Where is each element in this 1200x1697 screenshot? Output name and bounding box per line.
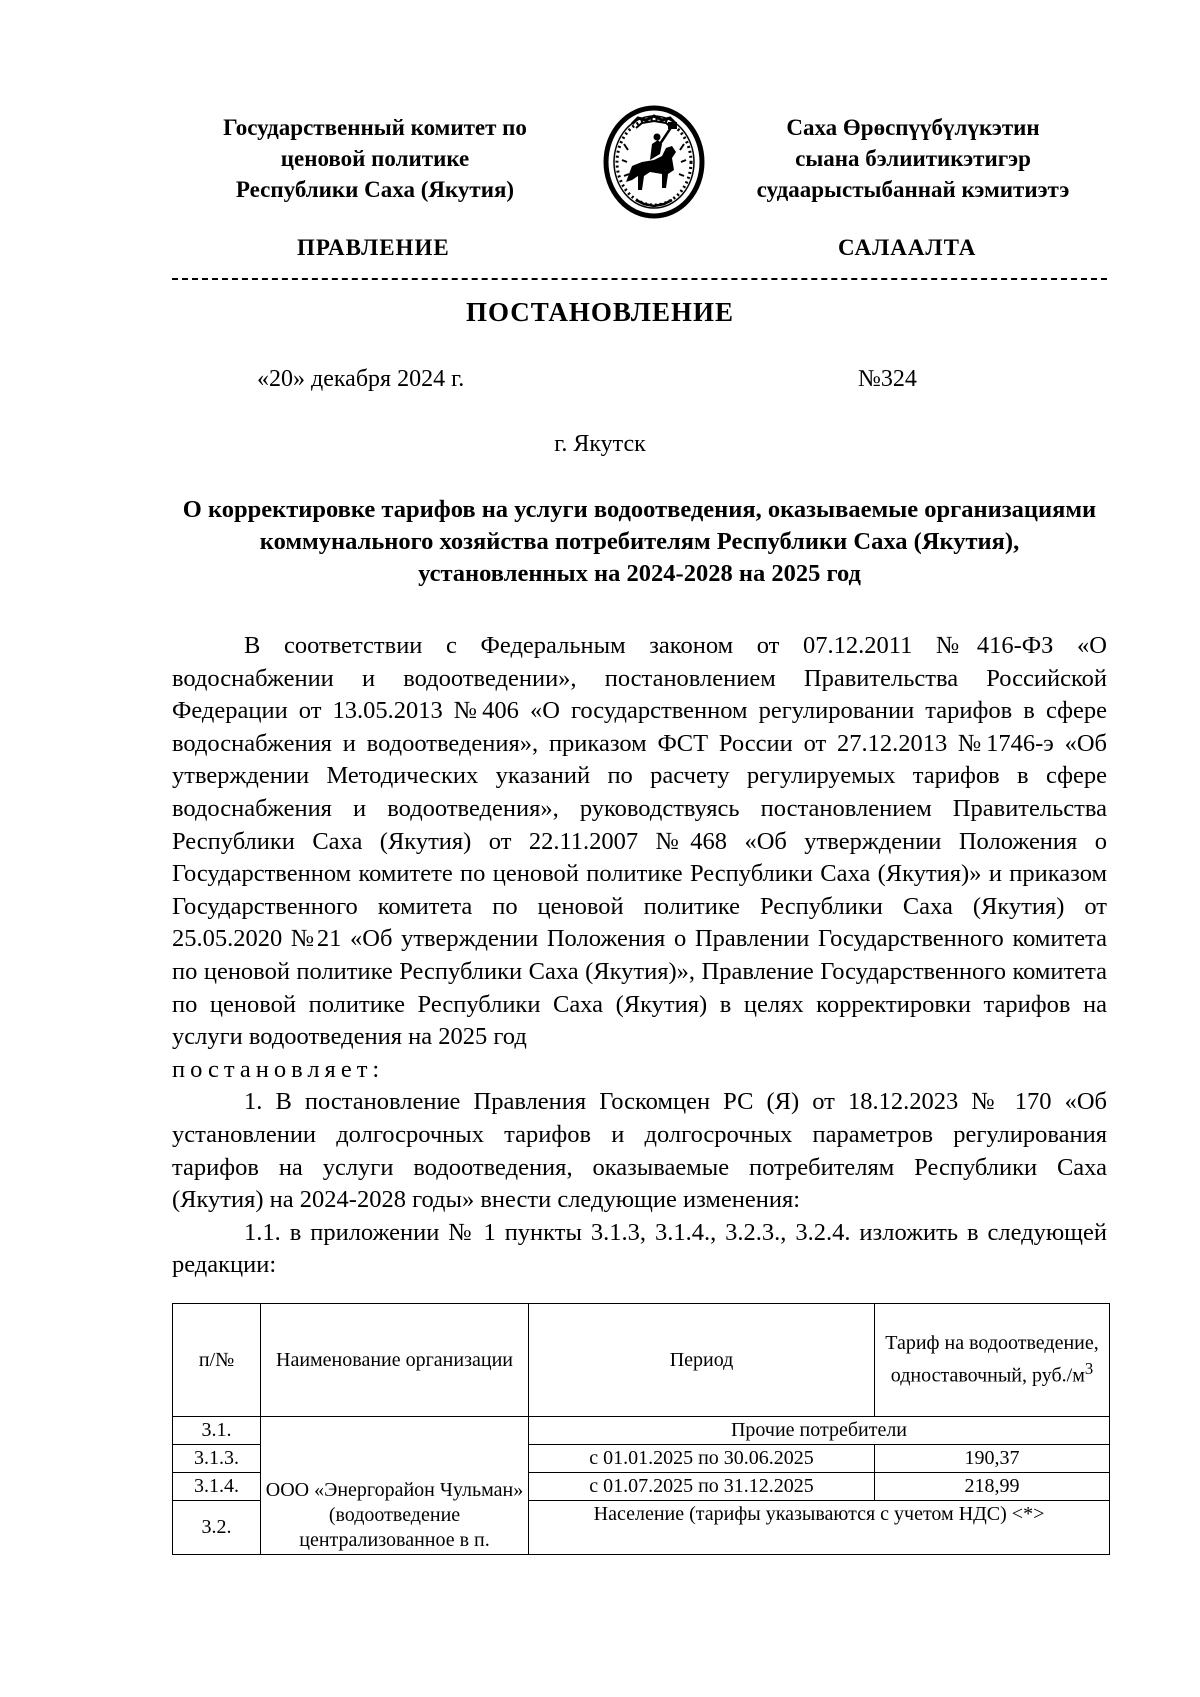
- header-russian: [180, 112, 570, 205]
- tariff-table: [172, 1303, 1110, 1555]
- document-title: ПОСТАНОВЛЕНИЕ: [465, 297, 735, 327]
- header-yakut-line-2: сыана бэлиитикэтигэр: [795, 146, 1031, 171]
- table-header-row: [173, 1304, 1110, 1417]
- header-russian-line-3: Республики Саха (Якутия): [235, 177, 515, 202]
- coat-of-arms-emblem: [602, 104, 706, 220]
- tariff-header-label: Тариф на водоотведение, одноставочный, руб./м: [885, 1332, 1099, 1387]
- header-yakut-line-1: Саха Өрөспүүбүлүкэтин: [786, 115, 1040, 140]
- row-number: 3.1.4.: [173, 1473, 261, 1501]
- header-cell-tariff: [875, 1304, 1110, 1417]
- preamble-paragraph: В соответствии с Федеральным законом от 07.12.2011 №416-ФЗ «О водоснабжении и водоотведении», постановлением Правительства Российской Федерации от 13.05.2013 №406 «О государственном регулировании тарифов в сфере водоснабжения и водоотведения», приказом ФСТ России от 27.12.2013 №1746-э «Об утверждении Методических указаний по расчету регулируемых тарифов в сфере водоснабжения и водоотведения», руководствуясь постановлением Правительства Республики Саха (Якутия) от 22.11.2007 №468 «Об утверждении Положения о Государственном комитете по ценовой политике Республики Саха (Якутия)» и приказом Государственного комитета по ценовой политике Республики Саха (Якутия) от 25.05.2020 №21 «Об утверждении Положения о Правлении Государственного комитета по ценовой политике Республики Саха (Якутия)», Правление Государственного комитета по ценовой политике Республики Саха (Якутия) в целях корректировки тарифов на услуги водоотведения на 2025 год: [172, 632, 1107, 1051]
- header-cell-organization: Наименование организации: [261, 1304, 529, 1417]
- row-number: 3.1.: [173, 1417, 261, 1445]
- row-tariff: 190,37: [875, 1445, 1110, 1473]
- document-city: г. Якутск: [554, 431, 646, 457]
- tariff-header-superscript: 3: [1084, 1359, 1094, 1379]
- table-row: [173, 1417, 1110, 1445]
- organization-cell: ООО «Энергорайон Чульман» (водоотведение централизованное в п.: [261, 1417, 529, 1555]
- row-period: с 01.01.2025 по 30.06.2025: [529, 1445, 875, 1473]
- dashed-divider: [172, 266, 1107, 280]
- document-number: №324: [858, 366, 917, 392]
- board-title-russian: ПРАВЛЕНИЕ: [297, 235, 450, 260]
- row-number: 3.2.: [173, 1501, 261, 1555]
- header-cell-number: п/№: [173, 1304, 261, 1417]
- document-date: «20» декабря 2024 г.: [257, 366, 465, 392]
- row-period: с 01.07.2025 по 31.12.2025: [529, 1473, 875, 1501]
- decides-line: постановляет:: [172, 1055, 385, 1083]
- item-1-1-paragraph: 1.1. в приложении № 1 пункты 3.1.3, 3.1.4., 3.2.3., 3.2.4. изложить в следующей редакции:: [172, 1218, 1107, 1279]
- row-number: 3.1.3.: [173, 1445, 261, 1473]
- header-cell-period: Период: [529, 1304, 875, 1417]
- group-label: Население (тарифы указываются с учетом НДС) <*>: [529, 1501, 1110, 1555]
- board-title-yakut: САЛААЛТА: [838, 235, 977, 260]
- header-yakut-line-3: судаарыстыбаннай кэмитиэтэ: [756, 177, 1070, 202]
- header-russian-line-2: ценовой политике: [280, 146, 470, 171]
- document-subject: О корректировке тарифов на услуги водоотведения, оказываемые организациями коммунального хозяйства потребителям Республики Саха (Якутия), установленных на 2024-2028 на 2025 год: [182, 496, 1097, 587]
- document-body: [172, 630, 1107, 1282]
- item-1-paragraph: 1. В постановление Правления Госкомцен РС (Я) от 18.12.2023 № 170 «Об установлении долгосрочных тарифов и долгосрочных параметров регулирования тарифов на услуги водоотведения, оказываемые потребителям Республики Саха (Якутия) на 2024-2028 годы» внести следующие изменения:: [172, 1088, 1107, 1214]
- row-tariff: 218,99: [875, 1473, 1110, 1501]
- group-label: Прочие потребители: [529, 1417, 1110, 1445]
- header-yakut: [718, 112, 1108, 205]
- header-russian-line-1: Государственный комитет по: [223, 115, 527, 140]
